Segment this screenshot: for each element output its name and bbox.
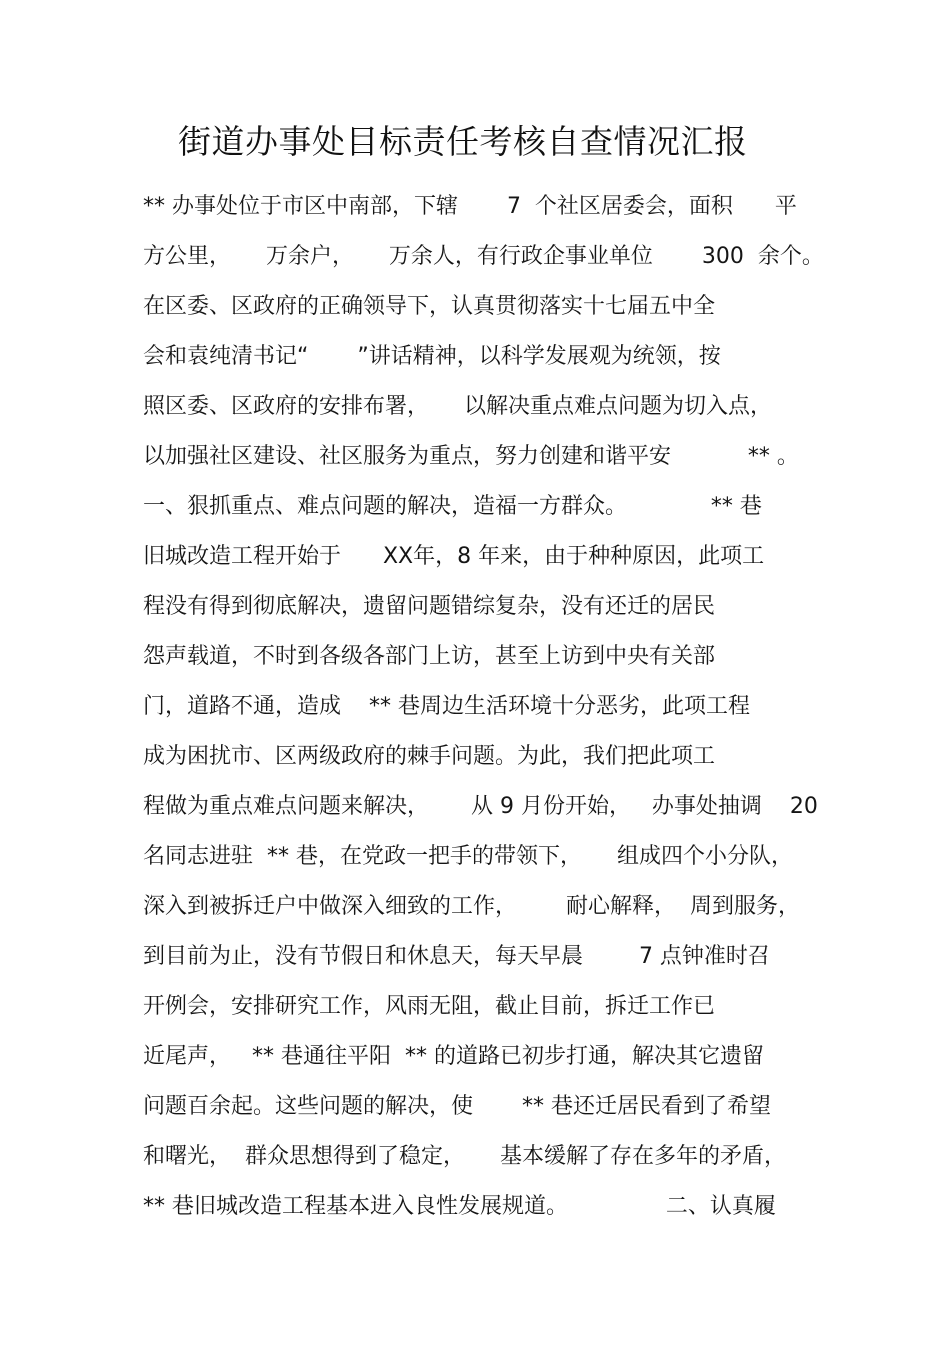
body-line: 名同志进驻 ** 巷，在党政一把手的带领下， 组成四个小分队， [143, 844, 793, 869]
body-line: 开例会，安排研究工作，风雨无阻，截止目前，拆迁工作已 [143, 994, 716, 1019]
body-line: 门，道路不通，造成 ** 巷周边生活环境十分恶劣，此项工程 [143, 694, 750, 719]
document-title: 街道办事处目标责任考核自查情况汇报 [178, 122, 748, 161]
body-line: 会和袁纯清书记“ ”讲话精神，以科学发展观为统领，按 [143, 344, 721, 369]
body-line: 方公里， 万余户， 万余人，有行政企事业单位 300 余个。 [143, 244, 824, 269]
body-line: 程没有得到彻底解决，遗留问题错综复杂，没有还迁的居民 [143, 594, 716, 619]
body-line: ** 巷旧城改造工程基本进入良性发展规道。 二、认真履 [143, 1194, 776, 1219]
body-line: ** 办事处位于市区中南部，下辖 7 个社区居委会，面积 平 [143, 194, 797, 219]
body-line: 以加强社区建设、社区服务为重点，努力创建和谐平安 ** 。 [143, 444, 799, 469]
body-line: 怨声载道，不时到各级各部门上访，甚至上访到中央有关部 [143, 644, 716, 669]
body-line: 一、狠抓重点、难点问题的解决，造福一方群众。 ** 巷 [143, 494, 762, 519]
body-line: 和曙光， 群众思想得到了稳定， 基本缓解了存在多年的矛盾， [143, 1144, 786, 1169]
body-line: 到目前为止，没有节假日和休息天，每天早晨 7 点钟准时召 [143, 944, 770, 969]
body-line: 近尾声， ** 巷通往平阳 ** 的道路已初步打通，解决其它遗留 [143, 1044, 764, 1069]
body-line: 旧城改造工程开始于 XX年，8 年来，由于种种原因，此项工 [143, 544, 765, 569]
document-body [143, 182, 824, 1232]
body-line: 程做为重点难点问题来解决， 从 9 月份开始， 办事处抽调 20 [143, 794, 818, 819]
body-line: 问题百余起。这些问题的解决，使 ** 巷还迁居民看到了希望 [143, 1094, 771, 1119]
body-line: 照区委、区政府的安排布署， 以解决重点难点问题为切入点， [143, 394, 772, 419]
body-line: 在区委、区政府的正确领导下，认真贯彻落实十七届五中全 [143, 294, 716, 319]
body-line: 深入到被拆迁户中做深入细致的工作， 耐心解释， 周到服务， [143, 894, 800, 919]
body-line: 成为困扰市、区两级政府的棘手问题。为此，我们把此项工 [143, 744, 716, 769]
